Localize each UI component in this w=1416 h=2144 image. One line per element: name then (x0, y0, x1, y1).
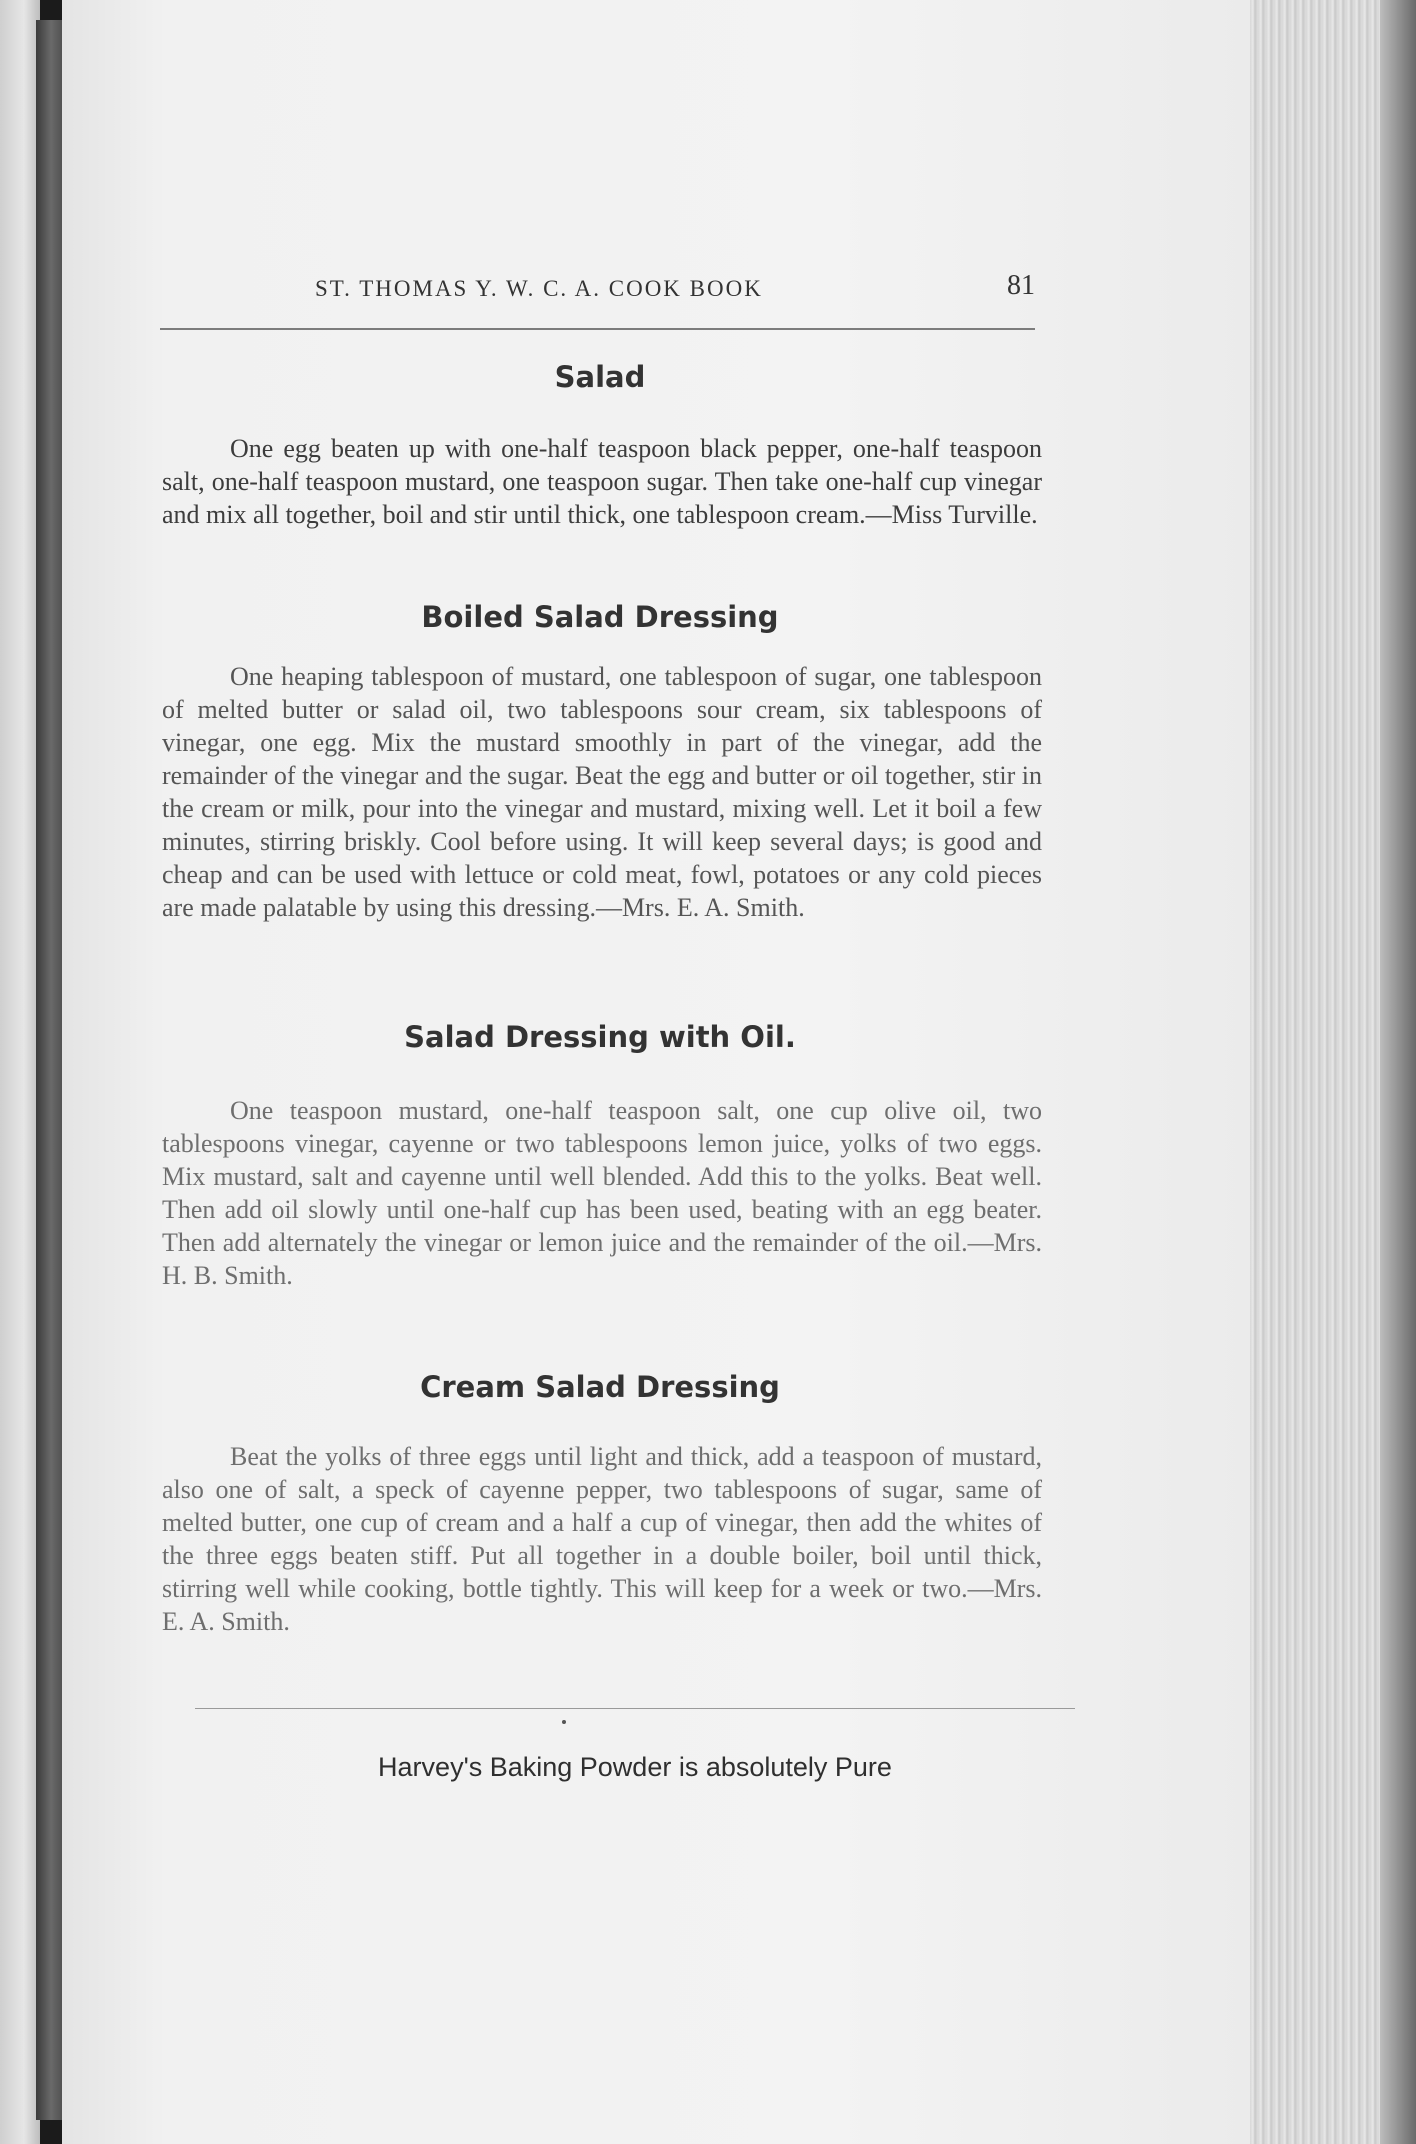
section-text-salad: One egg beaten up with one-half teaspoon black pepper, one-half teaspoon salt, one-half teaspoon mustard, one teaspoon sugar. Then take one-half cup vinegar and mix all together, boil and stir until thick, one tablespoon cream.—Miss Turville. (162, 434, 1042, 529)
left-page-edge (0, 0, 40, 2144)
section-text-salad-dressing-with-oil: One teaspoon mustard, one-half teaspoon salt, one cup olive oil, two tablespoons vinegar, cayenne or two tablespoons lemon juice, yolks of two eggs. Mix mustard, salt and cayenne until well blended. Add this to the yolks. Beat well. Then add oil slowly until one-half cup has been used, beating with an egg beater. Then add alternately the vinegar or lemon juice and the remainder of the oil.—Mrs. H. B. Smith. (162, 1096, 1042, 1290)
page-number: 81 (1007, 270, 1035, 301)
page-edge-shadow (1380, 0, 1416, 2144)
section-text-cream-salad-dressing: Beat the yolks of three eggs until light and thick, add a teaspoon of mustard, also one of salt, a speck of cayenne pepper, two tablespoons of sugar, same of melted butter, one cup of cream and a half a cup of vinegar, then add the whites of the three eggs beaten stiff. Put all together in a double boiler, boil until thick, stirring well while cooking, bottle tightly. This will keep for a week or two.—Mrs. E. A. Smith. (162, 1442, 1042, 1636)
section-title-salad-dressing-with-oil: Salad Dressing with Oil. (404, 1020, 796, 1054)
section-title-salad: Salad (554, 360, 646, 394)
section-title-cream-salad-dressing: Cream Salad Dressing (420, 1370, 780, 1404)
footer-dot (562, 1720, 566, 1724)
footer-rule (195, 1708, 1075, 1709)
section-title-boiled-salad-dressing: Boiled Salad Dressing (421, 600, 779, 634)
footer-advertisement: Harvey's Baking Powder is absolutely Pure (378, 1752, 892, 1782)
running-head: ST. THOMAS Y. W. C. A. COOK BOOK (315, 276, 763, 301)
page-header (160, 262, 1035, 322)
header-rule (160, 328, 1035, 330)
section-text-boiled-salad-dressing: One heaping tablespoon of mustard, one tablespoon of sugar, one tablespoon of melted butter or salad oil, two tablespoons sour cream, six tablespoons of vinegar, one egg. Mix the mustard smoothly in part of the vinegar, add the remainder of the vinegar and the sugar. Beat the egg and butter or oil together, stir in the cream or milk, pour into the vinegar and mustard, mixing well. Let it boil a few minutes, stirring briskly. Cool before using. It will keep several days; is good and cheap and can be used with lettuce or cold meat, fowl, potatoes or any cold pieces are made palatable by using this dressing.—Mrs. E. A. Smith. (162, 662, 1042, 922)
